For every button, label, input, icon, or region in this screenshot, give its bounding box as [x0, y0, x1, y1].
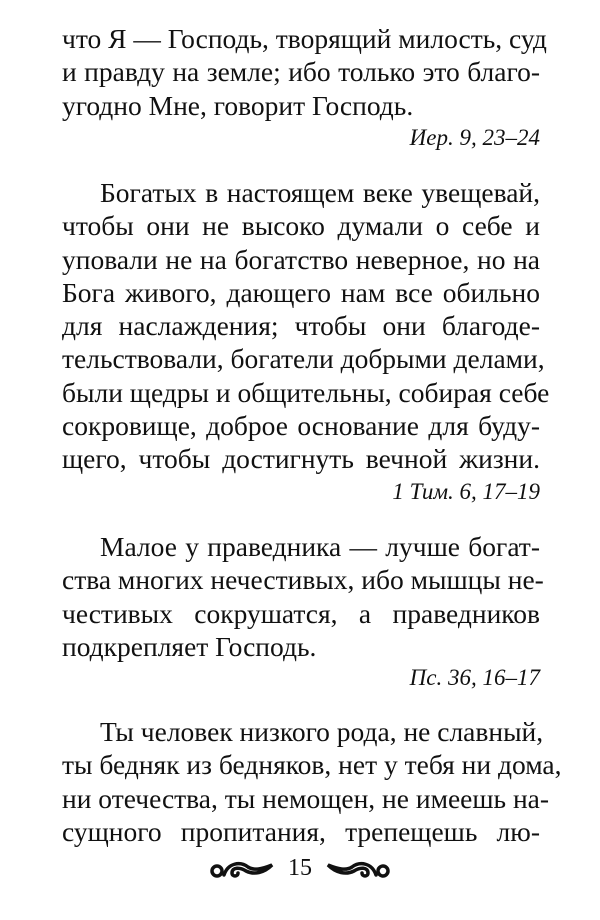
text-line: Богатых в настоящем веке увещевай,	[100, 177, 540, 208]
text-line: Малое у праведника — лучше богат-	[100, 531, 540, 562]
page-footer	[0, 855, 600, 882]
passage-1-text	[62, 22, 547, 122]
text-line: что Я — Господь, творящий милость, суд	[62, 23, 547, 54]
text-line: сокровище, доброе основание для буду-	[62, 410, 540, 442]
passage-3-text	[62, 530, 544, 663]
text-line: сущного пропитания, трепещешь лю-	[62, 815, 540, 847]
text-line: ства многих нечестивых, ибо мышцы не-	[62, 564, 544, 596]
page-number: 15	[288, 855, 312, 881]
ornament-right-icon	[326, 857, 390, 881]
text-line: и правду на земле; ибо только это благо-	[62, 56, 540, 88]
text-line: щего, чтобы достигнуть вечной жизни.	[62, 443, 540, 475]
scripture-reference: Иер. 9, 23–24	[409, 125, 540, 150]
passage-2-text	[62, 176, 550, 476]
text-line: ты бедняк из бедняков, нет у тебя ни дома,	[62, 749, 562, 781]
text-line: ни отечества, ты немощен, не имеешь на-	[62, 782, 550, 814]
text-line: для наслаждения; чтобы они благоде-	[62, 310, 540, 342]
ornament-left-icon	[210, 857, 274, 881]
text-line: подкрепляет Господь.	[62, 630, 317, 662]
scripture-reference: 1 Тим. 6, 17–19	[392, 479, 540, 504]
text-line: уповали не на богатство неверное, но на	[62, 243, 540, 275]
text-line: тельствовали, богатели добрыми делами,	[62, 343, 545, 375]
text-line: Ты человек низкого рода, не славный,	[100, 716, 544, 747]
text-line: угодно Мне, говорит Господь.	[62, 89, 414, 121]
text-line: честивых сокрушатся, а праведников	[62, 597, 540, 629]
scripture-reference: Пс. 36, 16–17	[409, 665, 540, 690]
passage-4-text	[62, 715, 562, 848]
text-line: были щедры и общительны, собирая себе	[62, 376, 550, 408]
text-line: чтобы они не высоко думали о себе и	[62, 210, 540, 242]
text-line: Бога живого, дающего нам все обильно	[62, 276, 540, 308]
